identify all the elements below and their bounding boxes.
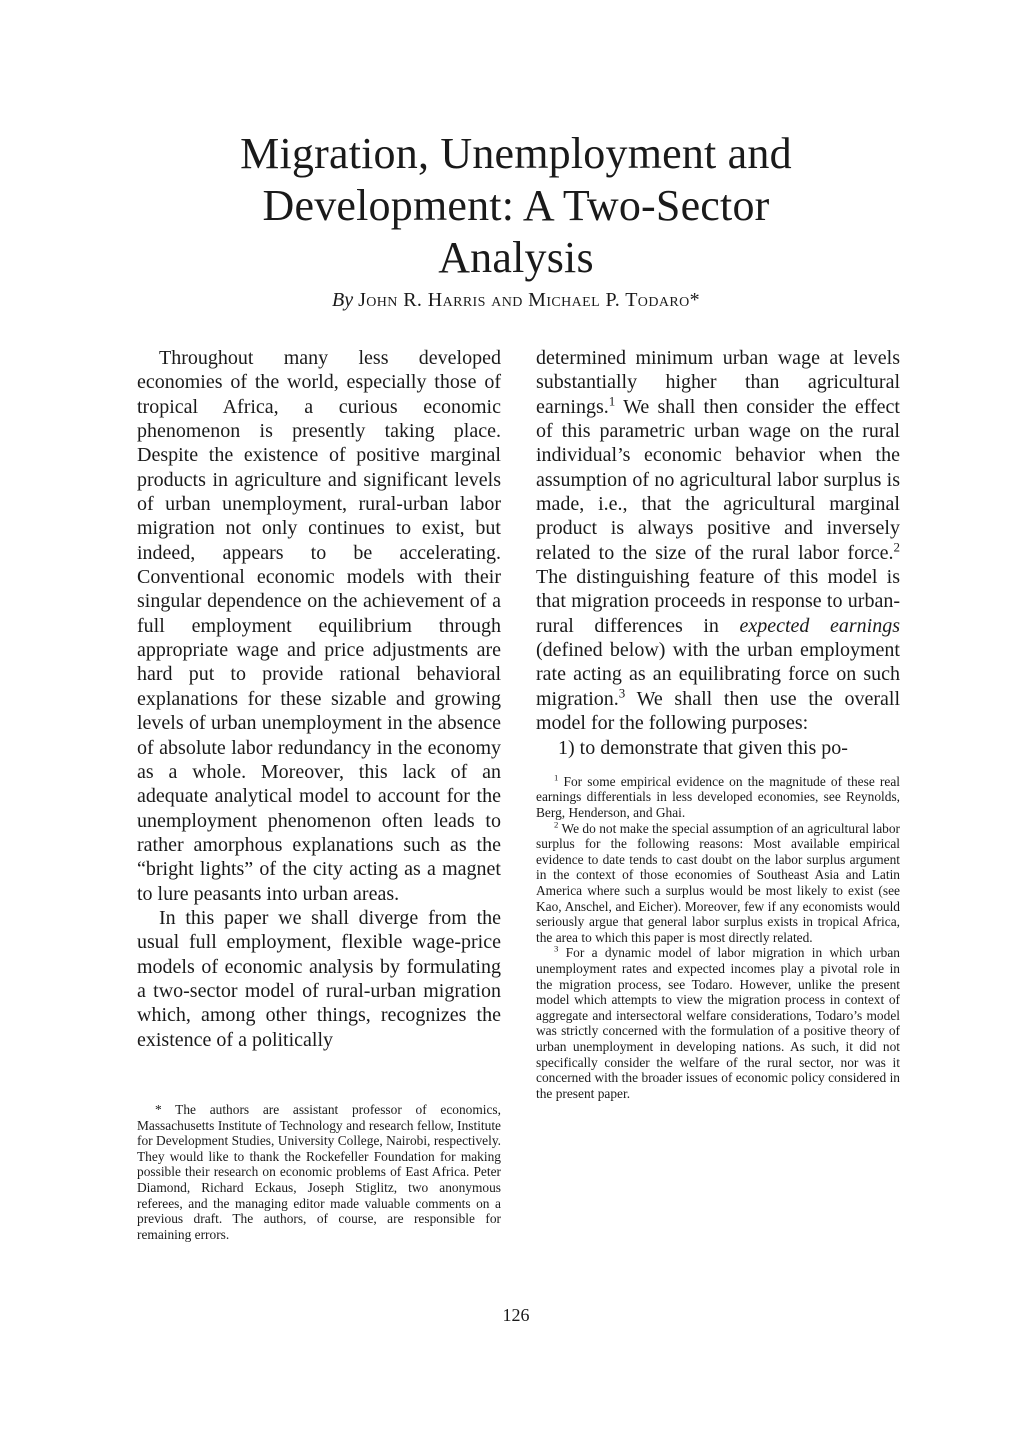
text-run: We shall then consider the effect of this parametric urban wage on the rural individual’s economic behavior when the assumption of no agricultural labor surplus is made, i.e., that the agricultural marginal product is always positive and inversely related to the size of the rural labor force.	[536, 395, 900, 564]
footnote-1	[536, 774, 900, 821]
left-column	[137, 346, 501, 1052]
paragraph-intro: Throughout many less developed economies of the world, especially those of tropical Africa, a curious economic phenomenon is presently taking place. Despite the existence of positive marginal products in agriculture and significant levels of urban unemployment, rural-urban labor migration not only continues to exist, but indeed, appears to be accelerating. Conventional economic models with their singular dependence on the achievement of a full employment equilibrium through appropriate wage and price adjustments are hard put to provide rational behavioral explanations for these sizable and growing levels of urban unemployment in the absence of absolute labor redundancy in the economy as a whole. Moreover, this lack of an adequate analytical model to account for the unemployment phenomenon often leads to rather amorphous explanations such as the “bright lights” of the city acting as a magnet to lure peasants into urban areas.	[137, 347, 501, 905]
author-footnote-block	[137, 1102, 501, 1242]
text-run: (defined below) with the urban employment rate acting as an equilibrating force on such migration.	[536, 639, 900, 710]
footnotes	[536, 774, 900, 1101]
byline	[0, 288, 1032, 312]
title-line-3: Analysis	[438, 233, 594, 282]
right-column	[536, 346, 900, 1101]
title-line-2: Development: A Two-Sector	[262, 181, 770, 230]
purpose-list-item-1: 1) to demonstrate that given this po-	[558, 736, 848, 759]
footnote-ref-3[interactable]: 3	[618, 685, 626, 701]
paragraph-approach: In this paper we shall diverge from the usual full employment, flexible wage-price models of economic analysis by formulating a two-sector model of rural-urban migration which, among other things, recognizes the existence of a politically	[137, 906, 501, 1051]
byline-prefix: By	[331, 289, 354, 311]
title-line-1: Migration, Unemployment and	[240, 129, 792, 178]
text-run: The distinguishing feature of this model is that migration proceeds in response to urban-rural differences in	[536, 566, 900, 637]
footnote-3	[536, 945, 900, 1101]
footnote-ref-2[interactable]: 2	[893, 539, 900, 555]
authors: John R. Harris and Michael P. Todaro*	[358, 289, 700, 311]
text-run: We shall then use the overall model for the following purposes:	[536, 687, 900, 735]
footnote-number: 2	[554, 819, 559, 830]
footnote-2	[536, 821, 900, 946]
footnote-text: We do not make the special assumption of an agricultural labor surplus for the following reasons: Most available empirical evidence to date tends to cast doubt on the labor surplus argument in the context of those economies of Southeast Asia and Latin America where such a surplus would be most likely to exist (see Kao, Anschel, and Eicher). Moreover, few if any economists would seriously argue that general labor surplus exists in tropical Africa, the area to which this paper is most directly related.	[536, 820, 900, 945]
text-run: determined minimum urban wage at levels substantially higher than agricultural earnings.	[536, 347, 900, 418]
footnote-separator	[536, 760, 900, 774]
paragraph-continued	[536, 346, 900, 736]
footnote-ref-1[interactable]: 1	[608, 393, 616, 409]
footnote-text: For a dynamic model of labor migration in which urban unemployment rates and expected incomes play a pivotal role in the migration process, see Todaro. However, unlike the present model which attempts to view the migration process in context of aggregate and intersectoral welfare considerations, Todaro’s model was strictly concerned with the formulation of a positive theory of urban unemployment in developing nations. As such, it did not specifically consider the welfare of the rural sector, nor was it concerned with the broader issues of economic policy considered in the present paper.	[536, 945, 900, 1101]
footnote-text: For some empirical evidence on the magnitude of these real earnings differentials in less developed economies, see Reynolds, Berg, Henderson, and Ghai.	[536, 773, 900, 821]
page-number: 126	[502, 1305, 530, 1325]
article-title	[0, 128, 1032, 284]
author-footnote: * The authors are assistant professor of economics, Massachusetts Institute of Technology and research fellow, Institute for Development Studies, University College, Nairobi, respectively. They would like to thank the Rockefeller Foundation for making possible their research on economic problems of East Africa. Peter Diamond, Richard Eckaus, Joseph Stiglitz, two anonymous referees, and the managing editor made valuable comments on a previous draft. The authors, of course, are responsible for remaining errors.	[137, 1102, 501, 1242]
footnote-number: 3	[554, 943, 559, 954]
emphasis-expected-earnings: expected earnings	[739, 614, 900, 637]
footnote-number: 1	[554, 772, 559, 783]
